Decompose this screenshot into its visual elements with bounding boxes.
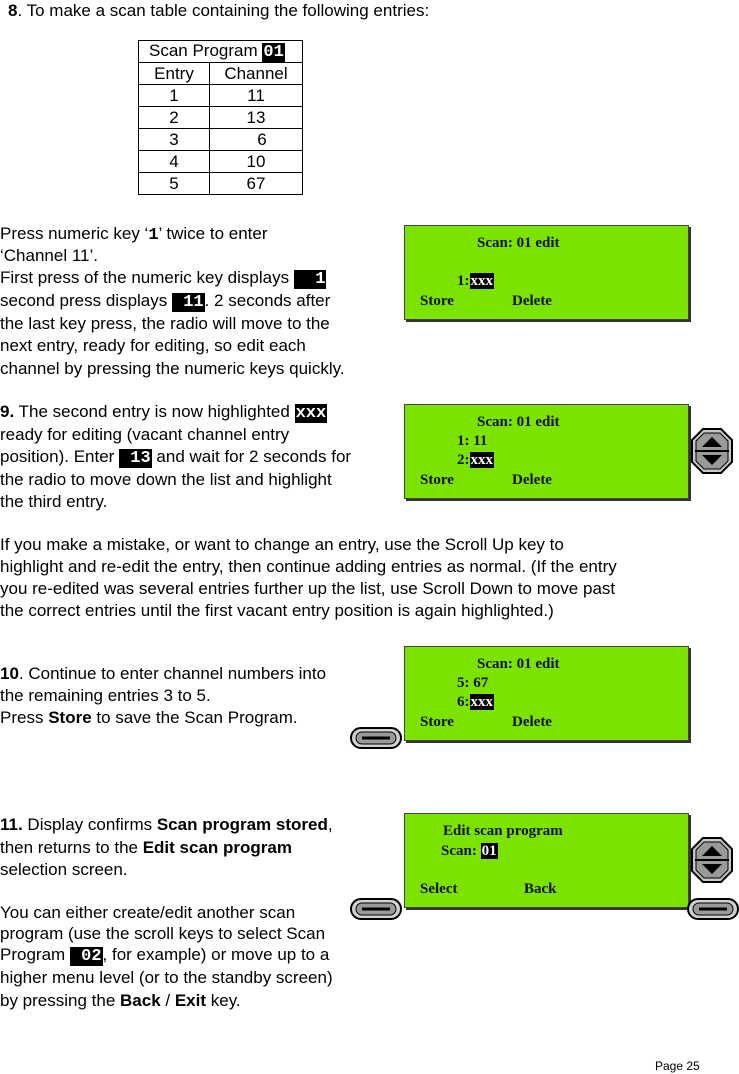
lcd-title: Edit scan program [443,823,563,839]
lcd-store-label: Store [420,293,454,309]
lcd-delete-label: Delete [512,472,552,488]
step11-l4: You can either create/edit another scan [0,903,296,922]
mistake-l1: If you make a mistake, or want to change an entry, use the Scroll Up key to [0,535,564,554]
table-row: 2 13 [139,107,303,129]
lcd-display-3 [404,646,689,741]
step10-l3: Press Store to save the Scan Program. [0,708,298,727]
step11-l3: selection screen. [0,860,128,879]
lcd-store-label: Store [420,714,454,730]
scroll-updown-key-icon[interactable] [690,427,734,475]
lcd-display-2 [404,404,689,499]
step8-text: 8. To make a scan table containing the following entries: [8,1,430,20]
step9-l4: the radio to move down the list and highlight [0,470,332,489]
lcd-title: Scan: 01 edit [477,235,560,251]
mistake-l2: highlight and re-edit the entry, then continue adding entries as normal. (If the entry [0,557,617,576]
para1-l4: second press displays 11. 2 seconds after [0,291,331,312]
lcd-entry: 6:xxx [457,694,493,710]
step11-l1: 11. Display confirms Scan program stored, [0,815,333,834]
softkey-icon[interactable] [350,898,402,920]
para1-l1: Press numeric key ‘1’ twice to enter [0,224,268,245]
lcd-display-4 [404,813,689,908]
lcd-back-label: Back [524,881,557,897]
para1-l6: next entry, ready for editing, so edit each [0,336,306,355]
lcd-row: 5: 67 [457,675,489,691]
mistake-l4: the correct entries until the first vacant entry position is again highlighted.) [0,601,554,620]
step11-l7: higher menu level (or to the standby screen) [0,968,333,987]
mistake-l3: you re-edited was several entries further up the list, use Scroll Down to move past [0,579,616,598]
lcd-delete-label: Delete [512,714,552,730]
step9-l2: ready for editing (vacant channel entry [0,425,290,444]
lcd-select-label: Select [420,881,458,897]
table-row: 4 10 [139,151,303,173]
table-row: 3 6 [139,129,303,151]
lcd-entry: 1:xxx [457,273,493,289]
lcd-row: 1: 11 [457,433,488,449]
step9-l3: position). Enter 13 and wait for 2 seconds for [0,447,352,468]
table-row: 1 11 [139,85,303,107]
para1-l7: channel by pressing the numeric keys quickly. [0,359,345,378]
scan-table [138,40,303,195]
step10-l2: the remaining entries 3 to 5. [0,686,211,705]
step9-l1: 9. The second entry is now highlighted xxx [0,402,327,423]
lcd-store-label: Store [420,472,454,488]
step11-l2: then returns to the Edit scan program [0,838,292,857]
para1-l3: First press of the numeric key displays 1 [0,268,326,289]
lcd-entry: 2:xxx [457,452,493,468]
softkey-icon[interactable] [687,898,739,920]
step11-l8: by pressing the Back / Exit key. [0,991,241,1010]
step10-l1: 10. Continue to enter channel numbers into [0,664,327,683]
lcd-title: Scan: 01 edit [477,414,560,430]
page-number: Page 25 [655,1059,700,1073]
table-title-row: Scan Program 01 [139,41,303,63]
table-row: 5 67 [139,173,303,195]
scroll-updown-key-icon[interactable] [690,836,734,884]
lcd-scan-row: Scan: 01 [441,843,497,859]
step11-l5: program (use the scroll keys to select Scan [0,924,326,943]
step11-l6: Program 02, for example) or move up to a [0,945,330,966]
step9-l5: the third entry. [0,492,108,511]
table-header-row: Entry Channel [139,63,303,85]
lcd-display-1 [404,225,689,320]
para1-l2: ‘Channel 11’. [0,246,98,265]
lcd-delete-label: Delete [512,293,552,309]
lcd-title: Scan: 01 edit [477,656,560,672]
para1-l5: the last key press, the radio will move to the [0,314,330,333]
softkey-icon[interactable] [350,727,402,749]
